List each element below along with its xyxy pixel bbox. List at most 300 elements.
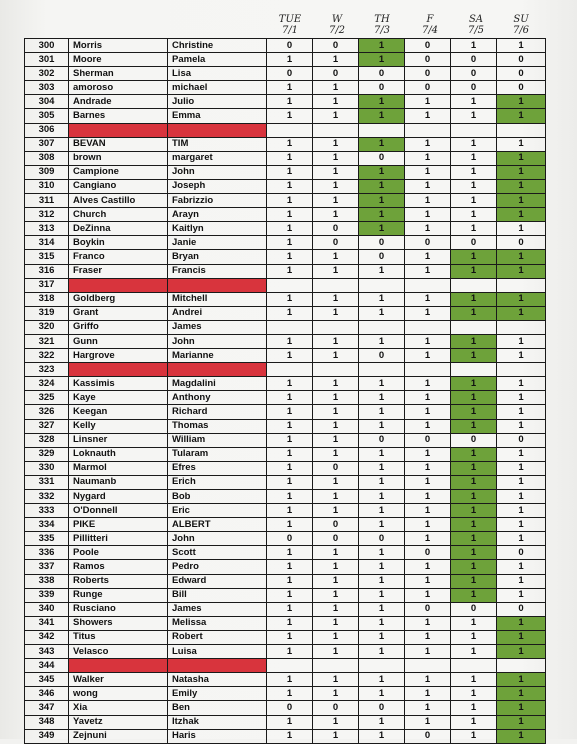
attendance-cell: 1 [451,208,497,222]
attendance-cell: 1 [405,95,451,109]
first-name-cell: TIM [168,137,267,151]
attendance-cell: 1 [359,560,405,574]
attendance-cell: 1 [267,546,313,560]
table-row [25,81,546,95]
attendance-cell: 0 [313,222,359,236]
last-name-cell: Walker [69,673,168,687]
attendance-cell: 1 [359,419,405,433]
attendance-cell [313,363,359,377]
row-number: 308 [25,151,69,165]
attendance-cell: 1 [313,729,359,743]
attendance-cell: 1 [497,673,546,687]
attendance-cell: 1 [451,630,497,644]
attendance-cell: 1 [267,53,313,67]
row-number: 324 [25,377,69,391]
attendance-cell: 1 [497,701,546,715]
attendance-cell: 1 [451,165,497,179]
row-number: 327 [25,419,69,433]
attendance-cell: 1 [497,349,546,363]
last-name-cell: Kaye [69,391,168,405]
first-name-cell: James [168,320,267,334]
attendance-cell: 1 [497,250,546,264]
attendance-cell: 1 [405,165,451,179]
last-name-cell: Hargrove [69,349,168,363]
table-row [25,377,546,391]
last-name-cell: Zejnuni [69,729,168,743]
attendance-cell [313,123,359,137]
attendance-cell: 1 [313,391,359,405]
attendance-cell: 1 [267,475,313,489]
last-name-cell: Alves Castillo [69,194,168,208]
date-label: 7/4 [421,25,439,36]
last-name-cell: Fraser [69,264,168,278]
row-number: 310 [25,179,69,193]
first-name-cell: Haris [168,729,267,743]
attendance-cell: 1 [497,405,546,419]
attendance-cell: 1 [451,616,497,630]
attendance-cell: 0 [451,53,497,67]
attendance-cell: 0 [405,67,451,81]
date-label: 7/2 [328,25,346,36]
attendance-cell: 1 [497,687,546,701]
day-header-1 [312,14,362,36]
row-number: 340 [25,602,69,616]
attendance-cell: 1 [497,630,546,644]
attendance-cell: 1 [359,95,405,109]
attendance-cell: 1 [267,729,313,743]
attendance-cell: 1 [267,560,313,574]
attendance-cell: 1 [405,504,451,518]
attendance-cell: 1 [313,292,359,306]
table-row [25,363,546,377]
attendance-cell: 1 [451,222,497,236]
row-number: 315 [25,250,69,264]
attendance-cell: 0 [313,701,359,715]
attendance-cell: 1 [267,419,313,433]
attendance-cell: 1 [451,560,497,574]
attendance-cell: 0 [267,701,313,715]
attendance-cell: 1 [313,687,359,701]
table-row [25,447,546,461]
first-name-cell: ALBERT [168,518,267,532]
last-name-cell: Boykin [69,236,168,250]
last-name-cell [69,278,168,292]
last-name-cell: Gunn [69,334,168,348]
attendance-cell: 0 [313,39,359,53]
row-number: 339 [25,588,69,602]
table-row [25,532,546,546]
attendance-cell [405,123,451,137]
date-label: 7/1 [281,25,299,36]
attendance-cell: 1 [313,673,359,687]
row-number: 311 [25,194,69,208]
attendance-cell: 0 [451,433,497,447]
last-name-cell: PIKE [69,518,168,532]
attendance-cell: 1 [451,391,497,405]
table-row [25,264,546,278]
attendance-cell: 1 [267,616,313,630]
attendance-cell: 1 [359,165,405,179]
day-label: SA [468,14,484,25]
first-name-cell: Erich [168,475,267,489]
first-name-cell: Pamela [168,53,267,67]
row-number: 331 [25,475,69,489]
attendance-cell: 1 [267,306,313,320]
first-name-cell: Natasha [168,673,267,687]
last-name-cell: Runge [69,588,168,602]
attendance-cell: 1 [267,574,313,588]
row-number: 316 [25,264,69,278]
attendance-cell: 1 [267,490,313,504]
first-name-cell: Scott [168,546,267,560]
attendance-cell: 1 [405,715,451,729]
attendance-cell: 1 [497,588,546,602]
first-name-cell: Arayn [168,208,267,222]
attendance-cell: 1 [267,687,313,701]
attendance-cell: 1 [451,504,497,518]
last-name-cell: Andrade [69,95,168,109]
first-name-cell: Joseph [168,179,267,193]
last-name-cell: Sherman [69,67,168,81]
table-row [25,165,546,179]
attendance-cell: 0 [359,81,405,95]
attendance-cell: 1 [313,405,359,419]
attendance-cell: 0 [497,67,546,81]
attendance-cell: 0 [405,53,451,67]
attendance-cell [497,659,546,673]
last-name-cell: Showers [69,616,168,630]
table-row [25,151,546,165]
attendance-cell: 1 [497,475,546,489]
attendance-cell: 1 [451,137,497,151]
attendance-cell: 1 [405,560,451,574]
attendance-cell: 1 [313,81,359,95]
attendance-cell: 1 [359,504,405,518]
attendance-cell: 1 [405,208,451,222]
attendance-cell [451,123,497,137]
attendance-cell: 0 [405,81,451,95]
attendance-cell: 1 [267,109,313,123]
last-name-cell: Moore [69,53,168,67]
attendance-cell: 1 [267,630,313,644]
first-name-cell: Luisa [168,645,267,659]
attendance-cell: 1 [497,391,546,405]
table-row [25,616,546,630]
attendance-cell: 1 [359,208,405,222]
attendance-cell: 1 [267,461,313,475]
attendance-cell: 1 [359,109,405,123]
attendance-cell: 1 [313,630,359,644]
attendance-cell: 1 [497,109,546,123]
attendance-cell: 0 [267,67,313,81]
first-name-cell: Bob [168,490,267,504]
attendance-cell [405,320,451,334]
attendance-cell: 1 [451,292,497,306]
attendance-cell: 1 [313,109,359,123]
last-name-cell: Goldberg [69,292,168,306]
attendance-cell: 1 [405,250,451,264]
row-number: 332 [25,490,69,504]
last-name-cell: Marmol [69,461,168,475]
attendance-cell: 1 [267,673,313,687]
attendance-cell: 1 [405,391,451,405]
attendance-cell: 1 [405,447,451,461]
first-name-cell: Emma [168,109,267,123]
attendance-cell: 1 [405,179,451,193]
attendance-cell: 1 [267,405,313,419]
first-name-cell [168,363,267,377]
first-name-cell: Janie [168,236,267,250]
attendance-cell: 1 [359,405,405,419]
attendance-cell: 1 [267,95,313,109]
attendance-cell: 1 [497,490,546,504]
first-name-cell: Richard [168,405,267,419]
attendance-cell: 1 [359,222,405,236]
attendance-cell: 1 [451,645,497,659]
table-row [25,67,546,81]
first-name-cell: michael [168,81,267,95]
attendance-cell: 1 [497,151,546,165]
attendance-cell: 1 [451,95,497,109]
attendance-cell [267,320,313,334]
attendance-cell: 1 [313,475,359,489]
attendance-cell: 1 [405,306,451,320]
table-row [25,236,546,250]
first-name-cell: Mitchell [168,292,267,306]
attendance-cell: 1 [451,109,497,123]
table-row [25,278,546,292]
attendance-cell: 1 [405,588,451,602]
table-row [25,475,546,489]
attendance-cell: 1 [359,475,405,489]
last-name-cell: Roberts [69,574,168,588]
attendance-cell: 1 [313,165,359,179]
attendance-cell: 1 [451,715,497,729]
attendance-cell: 1 [313,95,359,109]
attendance-cell: 1 [267,504,313,518]
attendance-cell: 1 [451,334,497,348]
table-row [25,729,546,743]
attendance-cell: 1 [359,574,405,588]
attendance-cell: 1 [451,701,497,715]
attendance-cell: 1 [405,630,451,644]
attendance-cell: 1 [405,645,451,659]
row-number: 312 [25,208,69,222]
attendance-cell: 1 [497,179,546,193]
last-name-cell: DeZinna [69,222,168,236]
last-name-cell: Cangiano [69,179,168,193]
attendance-cell: 1 [497,137,546,151]
row-number: 334 [25,518,69,532]
last-name-cell [69,363,168,377]
attendance-cell: 1 [359,137,405,151]
attendance-cell: 0 [313,236,359,250]
attendance-cell [451,278,497,292]
row-number: 345 [25,673,69,687]
first-name-cell: Pedro [168,560,267,574]
attendance-cell: 0 [313,518,359,532]
attendance-cell: 1 [267,165,313,179]
table-row [25,95,546,109]
attendance-cell [313,278,359,292]
attendance-cell: 1 [313,179,359,193]
table-row [25,546,546,560]
attendance-cell [267,278,313,292]
attendance-cell: 1 [313,602,359,616]
attendance-cell: 1 [359,715,405,729]
table-row [25,334,546,348]
attendance-cell: 1 [313,208,359,222]
attendance-cell: 1 [359,447,405,461]
attendance-cell: 1 [267,194,313,208]
attendance-table [24,38,546,744]
attendance-cell: 1 [497,419,546,433]
last-name-cell: wong [69,687,168,701]
attendance-cell: 1 [359,687,405,701]
attendance-cell: 1 [451,179,497,193]
attendance-cell: 1 [497,292,546,306]
attendance-cell: 1 [313,433,359,447]
attendance-cell: 1 [497,165,546,179]
table-row [25,518,546,532]
attendance-cell: 1 [497,574,546,588]
table-row [25,574,546,588]
first-name-cell: Andrei [168,306,267,320]
row-number: 320 [25,320,69,334]
attendance-cell: 1 [359,602,405,616]
attendance-cell: 0 [405,546,451,560]
last-name-cell: brown [69,151,168,165]
attendance-cell: 1 [405,475,451,489]
last-name-cell: Grant [69,306,168,320]
attendance-cell: 1 [359,377,405,391]
first-name-cell: James [168,602,267,616]
attendance-cell: 1 [313,490,359,504]
attendance-cell: 1 [313,250,359,264]
attendance-cell: 1 [267,208,313,222]
attendance-cell: 1 [267,292,313,306]
first-name-cell: Ben [168,701,267,715]
table-row [25,292,546,306]
attendance-cell: 0 [451,602,497,616]
attendance-cell: 1 [359,39,405,53]
row-number: 337 [25,560,69,574]
attendance-cell: 1 [313,574,359,588]
attendance-cell: 1 [451,687,497,701]
first-name-cell [168,123,267,137]
attendance-cell: 1 [405,137,451,151]
attendance-cell: 1 [451,518,497,532]
attendance-cell [359,320,405,334]
attendance-cell: 1 [405,264,451,278]
row-number: 325 [25,391,69,405]
date-label: 7/5 [467,25,485,36]
attendance-cell: 1 [451,39,497,53]
row-number: 335 [25,532,69,546]
attendance-cell: 0 [267,39,313,53]
first-name-cell [168,278,267,292]
attendance-cell: 1 [359,292,405,306]
row-number: 330 [25,461,69,475]
last-name-cell: Kassimis [69,377,168,391]
first-name-cell: Anthony [168,391,267,405]
attendance-cell: 1 [267,433,313,447]
attendance-cell: 1 [451,490,497,504]
row-number: 301 [25,53,69,67]
first-name-cell: Thomas [168,419,267,433]
attendance-cell: 0 [405,39,451,53]
table-row [25,53,546,67]
day-header-4 [451,14,501,36]
first-name-cell: Bryan [168,250,267,264]
row-number: 349 [25,729,69,743]
first-name-cell: Melissa [168,616,267,630]
table-row [25,433,546,447]
attendance-cell: 1 [497,377,546,391]
attendance-cell: 1 [405,687,451,701]
first-name-cell: Lisa [168,67,267,81]
attendance-cell: 1 [359,461,405,475]
attendance-cell [359,659,405,673]
row-number: 348 [25,715,69,729]
attendance-cell: 0 [359,532,405,546]
last-name-cell [69,659,168,673]
first-name-cell: Fabrizzio [168,194,267,208]
attendance-cell: 1 [405,151,451,165]
table-row [25,560,546,574]
first-name-cell: Tularam [168,447,267,461]
first-name-cell: Robert [168,630,267,644]
date-label: 7/3 [373,25,391,36]
attendance-cell: 1 [313,194,359,208]
attendance-cell: 1 [405,109,451,123]
first-name-cell: John [168,532,267,546]
attendance-cell: 0 [359,701,405,715]
last-name-cell: Campione [69,165,168,179]
attendance-cell: 0 [313,67,359,81]
attendance-cell: 0 [359,236,405,250]
attendance-cell: 1 [313,151,359,165]
last-name-cell: Pillitteri [69,532,168,546]
row-number: 341 [25,616,69,630]
row-number: 319 [25,306,69,320]
date-label: 7/6 [512,25,530,36]
attendance-cell: 1 [497,39,546,53]
attendance-cell: 1 [267,236,313,250]
first-name-cell: Francis [168,264,267,278]
last-name-cell: O'Donnell [69,504,168,518]
first-name-cell: Emily [168,687,267,701]
attendance-cell: 0 [497,236,546,250]
attendance-cell: 1 [313,377,359,391]
attendance-cell: 1 [451,419,497,433]
attendance-cell [359,123,405,137]
attendance-cell: 1 [451,574,497,588]
day-label: TH [374,14,390,25]
attendance-cell: 1 [359,179,405,193]
first-name-cell: Christine [168,39,267,53]
attendance-cell [451,363,497,377]
last-name-cell: Church [69,208,168,222]
attendance-cell [497,320,546,334]
table-row [25,405,546,419]
attendance-cell: 1 [451,377,497,391]
table-row [25,137,546,151]
attendance-cell: 1 [359,616,405,630]
attendance-cell: 1 [313,53,359,67]
table-row [25,630,546,644]
attendance-cell: 1 [451,151,497,165]
